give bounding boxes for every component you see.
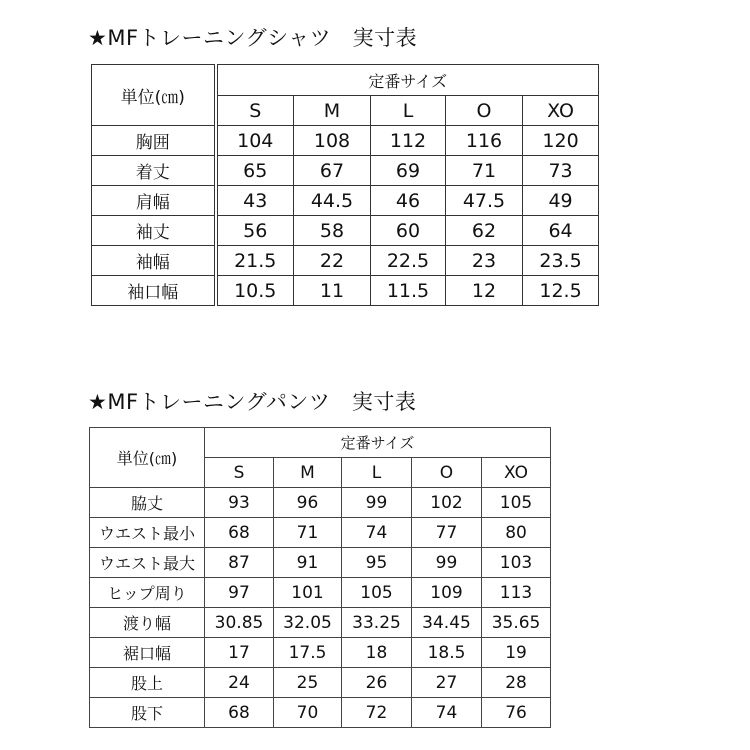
table-cell: 18.5 <box>412 638 482 668</box>
table-cell: 23 <box>446 246 523 276</box>
shirt-table-title: ★MFトレーニングシャツ 実寸表 <box>88 26 418 50</box>
unit-header: 単位(㎝) <box>92 65 216 126</box>
table-cell: 24 <box>205 668 274 698</box>
table-cell: 60 <box>371 216 446 246</box>
table-cell: 77 <box>412 518 482 548</box>
table-cell: 112 <box>371 126 446 156</box>
table-cell: 97 <box>205 578 274 608</box>
row-label: 袖幅 <box>92 246 216 276</box>
table-cell: 96 <box>274 488 342 518</box>
table-cell: 116 <box>446 126 523 156</box>
row-label: ウエスト最小 <box>90 518 205 548</box>
size-header: O <box>412 458 482 488</box>
table-cell: 49 <box>523 186 599 216</box>
row-label: 袖口幅 <box>92 276 216 306</box>
table-cell: 22 <box>294 246 371 276</box>
table-cell: 74 <box>342 518 412 548</box>
pants-table-title: ★MFトレーニングパンツ 実寸表 <box>88 390 417 414</box>
table-cell: 74 <box>412 698 482 728</box>
table-cell: 12.5 <box>523 276 599 306</box>
table-cell: 47.5 <box>446 186 523 216</box>
table-row <box>92 126 599 156</box>
table-cell: 58 <box>294 216 371 246</box>
table-cell: 87 <box>205 548 274 578</box>
table-cell: 26 <box>342 668 412 698</box>
table-cell: 19 <box>482 638 551 668</box>
table-cell: 120 <box>523 126 599 156</box>
table-cell: 25 <box>274 668 342 698</box>
table-cell: 65 <box>216 156 294 186</box>
table-row <box>92 186 599 216</box>
table-cell: 30.85 <box>205 608 274 638</box>
table-row <box>92 156 599 186</box>
table-cell: 71 <box>446 156 523 186</box>
table-cell: 72 <box>342 698 412 728</box>
row-label: 着丈 <box>92 156 216 186</box>
table-cell: 46 <box>371 186 446 216</box>
table-row <box>90 638 551 668</box>
table-cell: 91 <box>274 548 342 578</box>
table-cell: 32.05 <box>274 608 342 638</box>
row-label: ウエスト最大 <box>90 548 205 578</box>
table-cell: 109 <box>412 578 482 608</box>
table-cell: 73 <box>523 156 599 186</box>
table-row <box>92 276 599 306</box>
table-cell: 105 <box>482 488 551 518</box>
row-label: 肩幅 <box>92 186 216 216</box>
table-row <box>90 578 551 608</box>
table-cell: 69 <box>371 156 446 186</box>
table-row <box>90 608 551 638</box>
row-label: 股下 <box>90 698 205 728</box>
row-label: 股上 <box>90 668 205 698</box>
size-header: XO <box>482 458 551 488</box>
table-cell: 35.65 <box>482 608 551 638</box>
table-cell: 22.5 <box>371 246 446 276</box>
table-cell: 68 <box>205 698 274 728</box>
table-cell: 71 <box>274 518 342 548</box>
table-cell: 10.5 <box>216 276 294 306</box>
table-cell: 104 <box>216 126 294 156</box>
table-cell: 68 <box>205 518 274 548</box>
table-cell: 99 <box>412 548 482 578</box>
table-row <box>90 668 551 698</box>
table-cell: 80 <box>482 518 551 548</box>
table-row <box>92 246 599 276</box>
row-label: 胸囲 <box>92 126 216 156</box>
size-group-header: 定番サイズ <box>216 65 599 96</box>
table-cell: 27 <box>412 668 482 698</box>
table-cell: 93 <box>205 488 274 518</box>
size-group-header: 定番サイズ <box>205 428 551 458</box>
size-header: L <box>342 458 412 488</box>
table-cell: 102 <box>412 488 482 518</box>
table-cell: 33.25 <box>342 608 412 638</box>
size-header: S <box>205 458 274 488</box>
table-cell: 11.5 <box>371 276 446 306</box>
size-header: S <box>216 96 294 126</box>
table-cell: 28 <box>482 668 551 698</box>
table-cell: 34.45 <box>412 608 482 638</box>
table-cell: 108 <box>294 126 371 156</box>
table-cell: 95 <box>342 548 412 578</box>
table-cell: 17.5 <box>274 638 342 668</box>
pants-size-table <box>89 427 551 728</box>
table-cell: 62 <box>446 216 523 246</box>
table-cell: 56 <box>216 216 294 246</box>
row-label: 渡り幅 <box>90 608 205 638</box>
table-cell: 17 <box>205 638 274 668</box>
table-cell: 12 <box>446 276 523 306</box>
table-cell: 64 <box>523 216 599 246</box>
table-cell: 11 <box>294 276 371 306</box>
table-cell: 103 <box>482 548 551 578</box>
table-cell: 23.5 <box>523 246 599 276</box>
table-cell: 99 <box>342 488 412 518</box>
table-row <box>90 518 551 548</box>
row-label: 袖丈 <box>92 216 216 246</box>
unit-header: 単位(㎝) <box>90 428 205 488</box>
table-cell: 105 <box>342 578 412 608</box>
row-label: 裾口幅 <box>90 638 205 668</box>
table-cell: 101 <box>274 578 342 608</box>
shirt-size-table <box>91 64 599 306</box>
size-header: L <box>371 96 446 126</box>
table-cell: 21.5 <box>216 246 294 276</box>
table-cell: 18 <box>342 638 412 668</box>
table-cell: 67 <box>294 156 371 186</box>
size-header: M <box>294 96 371 126</box>
row-label: 脇丈 <box>90 488 205 518</box>
table-cell: 113 <box>482 578 551 608</box>
size-header: XO <box>523 96 599 126</box>
table-cell: 44.5 <box>294 186 371 216</box>
size-header: O <box>446 96 523 126</box>
table-row <box>90 698 551 728</box>
size-header: M <box>274 458 342 488</box>
table-row <box>90 548 551 578</box>
row-label: ヒップ周り <box>90 578 205 608</box>
table-cell: 76 <box>482 698 551 728</box>
table-row <box>92 216 599 246</box>
table-cell: 43 <box>216 186 294 216</box>
table-cell: 70 <box>274 698 342 728</box>
table-row <box>90 488 551 518</box>
